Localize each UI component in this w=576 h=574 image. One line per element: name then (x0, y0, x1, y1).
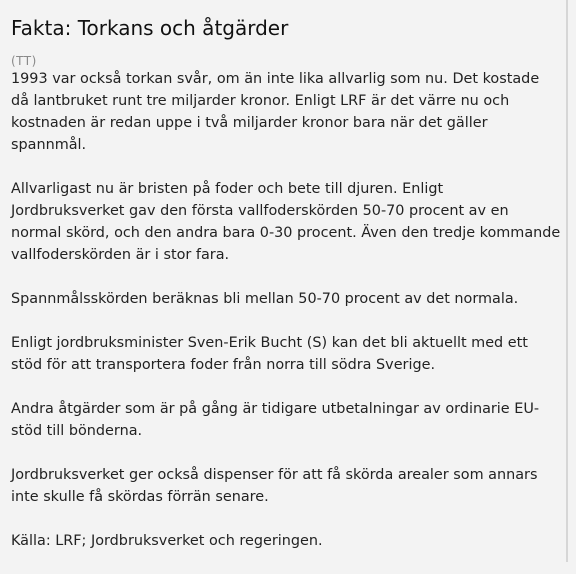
paragraph-source: Källa: LRF; Jordbruksverket och regeringen. (11, 533, 323, 549)
paragraph-drought-1993: 1993 var också torkan svår, om än inte lika allvarlig som nu. Det kostade då lantbruket runt tre miljarder kronor. Enligt LRF är det värre nu och kostnaden är redan uppe i två miljarder kronor bara när det gäller spannmål. (11, 71, 540, 153)
paragraph-transport-support: Enligt jordbruksminister Sven-Erik Bucht (S) kan det bli aktuellt med ett stöd för att transportera foder från norra till södra Sverige. (11, 335, 528, 373)
paragraph-eu-payments: Andra åtgärder som är på gång är tidigare utbetalningar av ordinarie EU-stöd till bönderna. (11, 401, 540, 439)
paragraph-dispensations: Jordbruksverket ger också dispenser för att få skörda arealer som annars inte skulle få skördas förrän senare. (11, 467, 538, 505)
byline: (TT) (11, 54, 37, 68)
paragraph-grain-harvest: Spannmålsskörden beräknas bli mellan 50-70 procent av det normala. (11, 291, 519, 307)
paragraph-feed-shortage: Allvarligast nu är bristen på foder och bete till djuren. Enligt Jordbruksverket gav den första vallfoderskörden 50-70 procent av en normal skörd, och den andra bara 0-30 procent. Även den tredje kommande vallfoderskörden är i stor fara. (11, 181, 561, 263)
fact-box-title: Fakta: Torkans och åtgärder (11, 16, 289, 40)
fact-box-body (11, 68, 561, 574)
